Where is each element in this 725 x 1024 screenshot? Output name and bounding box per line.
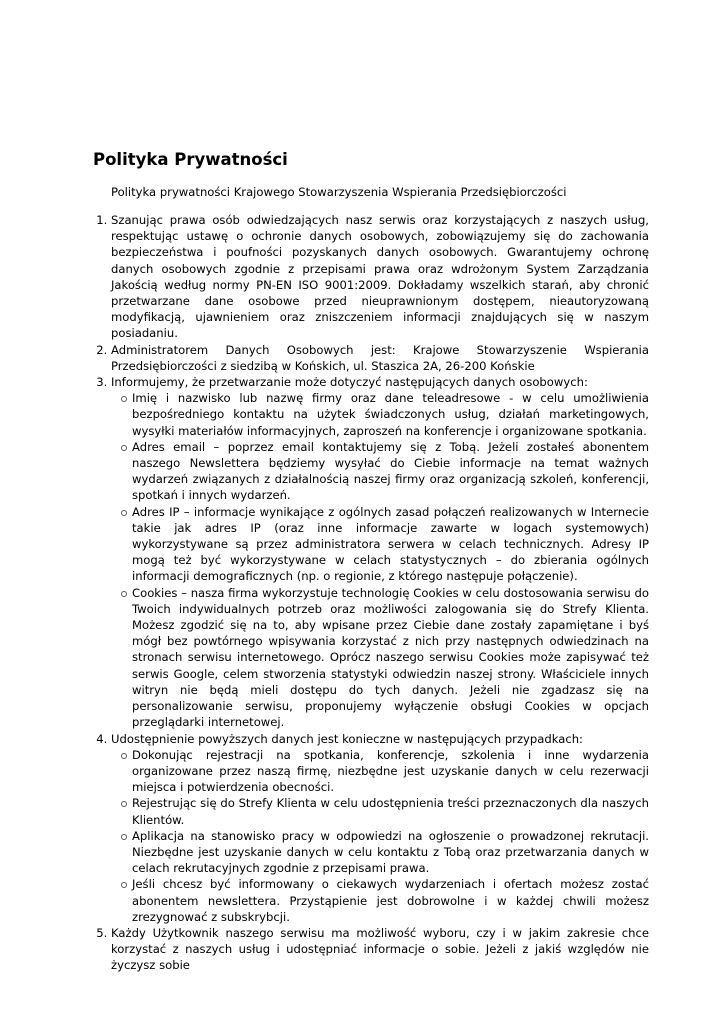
policy-item-2 xyxy=(111,342,649,374)
policy-item-1 xyxy=(111,212,649,342)
policy-item-text: Każdy Użytkownik naszego serwisu ma możliwość wyboru, czy i w jakim zakresie chce korzystać z naszych usług i udostępniać informacje o sobie. Jeżeli z jakiś względów nie życzysz sobie xyxy=(111,925,649,973)
policy-list xyxy=(93,212,649,974)
policy-item-text: Udostępnienie powyższych danych jest konieczne w następujących przypadkach: xyxy=(111,731,583,746)
sub-item-ip: Adres IP – informacje wynikające z ogólnych zasad połączeń realizowanych w Internecie takie jak adres IP (oraz inne informacje zawarte w logach systemowych) wykorzystywane są przez administratora serwera w celach technicznych. Adresy IP mogą też być wykorzystywane w celach statystycznych – do zbierania ogólnych informacji demograficznych (np. o regionie, z którego następuje połączenie). xyxy=(121,504,649,585)
sub-item-newsletter: Jeśli chcesz być informowany o ciekawych wydarzeniach i ofertach możesz zostać abonentem newslettera. Przystąpienie jest dobrowolne i w każdej chwili możesz zrezygnować z subskrybcji. xyxy=(121,876,649,925)
policy-item-text: Informujemy, że przetwarzanie może dotyczyć następujących danych osobowych: xyxy=(111,375,588,390)
policy-item-5 xyxy=(111,925,649,974)
sub-item-client-zone: Rejestrując się do Strefy Klienta w celu udostępnienia treści przeznaczonych dla naszych Klientów. xyxy=(121,795,649,827)
required-cases-list xyxy=(111,747,649,925)
policy-item-text: Administratorem Danych Osobowych jest: Krajowe Stowarzyszenie Wspierania Przedsiębiorczości z siedzibą w Końskich, ul. Staszica 2A, 26-200 Końskie xyxy=(111,342,649,373)
page-subtitle: Polityka prywatności Krajowego Stowarzyszenia Wspierania Przedsiębiorczości xyxy=(111,185,567,199)
data-types-list xyxy=(111,390,649,730)
policy-item-text: Szanując prawa osób odwiedzających nasz serwis oraz korzystających z naszych usług, respektując ustawę o ochronie danych osobowych, zobowiązujemy się do zachowania bezpieczeństwa i poufności pozyskanych danych osobowych. Gwarantujemy ochronę danych osobowych zgodnie z przepisami prawa oraz wdrożonym System Zarządzania Jakością według normy PN-EN ISO 9001:2009. Dokładamy wszelkich starań, aby chronić przetwarzane dane osobowe przed nieuprawnionym dostępem, nieautoryzowaną modyfikacją, ujawnieniem oraz zniszczeniem informacji znajdujących się w naszym posiadaniu. xyxy=(111,213,649,341)
sub-item-registration: Dokonując rejestracji na spotkania, konferencje, szkolenia i inne wydarzenia organizowane przez naszą firmę, niezbędne jest uzyskanie danych w celu rezerwacji miejsca i potwierdzenia obecności. xyxy=(121,747,649,796)
policy-item-4 xyxy=(111,731,649,925)
policy-item-3 xyxy=(111,374,649,730)
sub-item-cookies: Cookies – nasza firma wykorzystuje technologię Cookies w celu dostosowania serwisu do Twoich indywidualnych potrzeb oraz możliwości zalogowania się do Strefy Klienta. Możesz zgodzić się na to, aby wpisane przez Ciebie dane zostały zapamiętane i byś mógł bez powtórnego wpisywania korzystać z nich przy następnych odwiedzinach na stronach serwisu internetowego. Oprócz naszego serwisu Cookies może zapisywać też serwis Google, celem stworzenia statystyki odwiedzin naszej strony. Właściciele innych witryn nie będą mieli dostępu do tych danych. Jeżeli nie zgadzasz się na personalizowanie serwisu, proponujemy wyłączenie obsługi Cookies w opcjach przeglądarki internetowej. xyxy=(121,585,649,731)
page-title: Polityka Prywatności xyxy=(93,150,288,169)
sub-item-email: Adres email – poprzez email kontaktujemy się z Tobą. Jeżeli zostałeś abonentem naszego Newslettera będziemy wysyłać do Ciebie informacje na temat ważnych wydarzeń związanych z działalnością naszej firmy oraz organizacją szkoleń, konferencji, spotkań i innych wydarzeń. xyxy=(121,439,649,504)
sub-item-name: Imię i nazwisko lub nazwę firmy oraz dane teleadresowe - w celu umożliwienia bezpośredniego kontaktu na użytek świadczonych usług, działań marketingowych, wysyłki materiałów informacyjnych, zaproszeń na konferencje i organizowane spotkania. xyxy=(121,390,649,439)
sub-item-job-application: Aplikacja na stanowisko pracy w odpowiedzi na ogłoszenie o prowadzonej rekrutacji. Niezbędne jest uzyskanie danych w celu kontaktu z Tobą oraz przetwarzania danych w celach rekrutacyjnych zgodnie z przepisami prawa. xyxy=(121,828,649,877)
